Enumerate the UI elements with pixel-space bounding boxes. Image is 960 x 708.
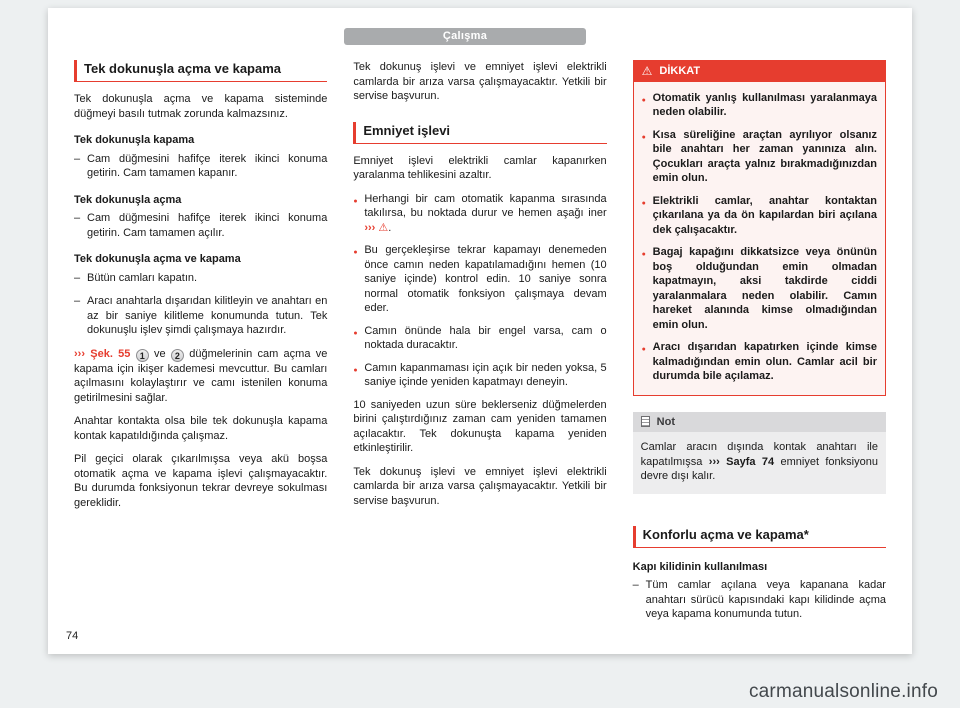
text-fragment: . <box>388 221 392 234</box>
text-fragment: emniyet fonksiyonu devre dışı kalır. <box>640 455 878 482</box>
callout-2-badge: 2 <box>171 349 184 362</box>
caution-body <box>634 82 885 395</box>
section-heading-emniyet: Emniyet işlevi <box>353 122 606 144</box>
figure-ref: ››› Şek. 55 <box>74 347 131 360</box>
text-fragment: ve <box>154 347 166 360</box>
note-title: Not <box>656 415 675 428</box>
instruction-item: – Aracı anahtarla dışarıdan kilitleyin ve anahtarı en az bir saniye kilitleme konumunda tutun. Tek dokunuşlu işlev şimdi çalışmaya hazırdır. <box>74 294 327 338</box>
subheading: Tek dokunuşla kapama <box>74 134 195 146</box>
subheading: Kapı kilidinin kullanılması <box>632 560 768 573</box>
paragraph: Tek dokunuşla açma ve kapama sisteminde düğmeyi basılı tutmak zorunda kalmazsınız. <box>74 93 328 120</box>
manual-page <box>48 8 912 654</box>
chapter-title: Çalışma <box>442 30 488 42</box>
instruction-item: – Cam düğmesini hafifçe iterek ikinci konuma getirin. Cam tamamen kapanır. <box>74 152 327 181</box>
watermark: carmanualsonline.info <box>748 681 938 702</box>
chapter-header-bar <box>344 28 586 45</box>
note-header <box>633 412 886 433</box>
page-number: 74 <box>66 630 79 642</box>
column-left <box>74 60 327 631</box>
caution-item: ● Elektrikli camlar, anahtar kontaktan çıkarılana ya da ön kapılardan biri açılana dek çalışacaktır. <box>642 194 877 238</box>
warning-triangle-icon: ⚠ <box>378 221 389 234</box>
note-box <box>633 412 886 494</box>
content-columns <box>74 60 886 631</box>
subheading: Tek dokunuşla açma <box>74 193 182 206</box>
callout-1-badge: 1 <box>136 349 149 362</box>
caution-item: ● Otomatik yanlış kullanılması yaralanmaya neden olabilir. <box>642 91 877 120</box>
subheading: Tek dokunuşla açma ve kapama <box>74 253 241 265</box>
paragraph: 10 saniyeden uzun süre beklerseniz düğmelerden birini çalıştırdığınız zaman cam yeniden tamamen açılacaktır. Tek dokunuşta kapama yeniden etkinleştirilir. <box>353 398 607 454</box>
caution-item: ● Aracı dışarıdan kapatırken içinde kimse kalmadığından emin olun. Camlar acil bir durumda bile açılamaz. <box>642 340 877 384</box>
bullet-item <box>353 192 606 236</box>
text-fragment: düğmelerinin cam açma ve kapama için ikişer kademesi mevcuttur. Bu camları açılmasını kolaylaştırır ve camı istenilen konuma getirilmesini sağlar. <box>74 347 328 404</box>
page-ref: ››› Sayfa 74 <box>708 455 775 468</box>
bullet-item: ● Camın önünde hala bir engel varsa, cam o noktada duracaktır. <box>353 324 606 353</box>
caution-title: DİKKAT <box>659 65 701 77</box>
note-icon <box>641 416 650 427</box>
caution-item: ● Bagaj kapağını dikkatsizce veya önünün boş olduğundan emin olmadan kapatmayın, aksi takdirde ciddi yaralanmalara neden olabilir. Camın hareket alanında kimse olmadığından emin olun. <box>642 245 877 332</box>
caution-item: ● Kısa süreliğine araçtan ayrılıyor olsanız bile anahtarı her zaman yanınıza alın. Çocukları araçta yalnız bırakmadığınızdan emin olun. <box>642 128 877 186</box>
instruction-item: – Bütün camları kapatın. <box>74 271 327 286</box>
bullet-item: ● Bu gerçekleşirse tekrar kapamayı denemeden önce camın neden kapatılamadığını hemen (10 saniye içinde) kontrol edin. 10 saniye sonra normal otomatik fonksiyon çalışmaya devam eder. <box>353 243 606 316</box>
note-body <box>633 432 886 494</box>
paragraph: Tek dokunuş işlevi ve emniyet işlevi elektrikli camlarda bir arıza varsa çalışmayacaktır. Yetkili bir servise başvurun. <box>353 61 607 102</box>
text-fragment: Camlar aracın dışında kontak anahtarı ile kapatılmışsa <box>640 441 878 468</box>
caution-triangle-icon: ⚠ <box>641 64 653 79</box>
caution-header <box>634 61 885 82</box>
paragraph: Tek dokunuş işlevi ve emniyet işlevi elektrikli camlarda bir arıza varsa çalışmayacaktır. Yetkili bir servise başvurun. <box>353 465 607 507</box>
figure-reference-paragraph <box>74 347 327 406</box>
caution-box <box>633 60 886 396</box>
bullet-item: ● Camın kapanmaması için açık bir neden yoksa, 5 saniye içinde yeniden kapatmayı deneyin. <box>353 361 606 390</box>
paragraph: Pil geçici olarak çıkarılmışsa veya akü boşsa otomatik açma ve kapama işlevi çalışmayacaktır. Bu durumda fonksiyonun tekrar devreye sokulması gereklidir. <box>74 453 328 509</box>
topic-title: Tek dokunuşla açma ve kapama <box>74 60 327 82</box>
column-right <box>633 60 886 631</box>
paragraph: Emniyet işlevi elektrikli camlar kapanırken yaralanma tehlikesini azaltır. <box>353 154 607 181</box>
see-also-ref: ››› <box>364 221 376 234</box>
paragraph: Anahtar kontakta olsa bile tek dokunuşla kapama kontak kapatıldığında çalışmaz. <box>74 415 328 442</box>
text-fragment: Herhangi bir cam otomatik kapanma sırasında takılırsa, bu noktada durur ve hemen aşağı iner <box>364 192 607 219</box>
column-middle <box>353 60 606 631</box>
instruction-item: – Cam düğmesini hafifçe iterek ikinci konuma getirin. Cam tamamen açılır. <box>74 211 327 240</box>
section-heading-konforlu: Konforlu açma ve kapama* <box>633 526 886 548</box>
instruction-item: – Tüm camlar açılana veya kapanana kadar anahtarı sürücü kapısındaki kapı kilidinde açma veya kapama konumunda tutun. <box>633 578 886 622</box>
